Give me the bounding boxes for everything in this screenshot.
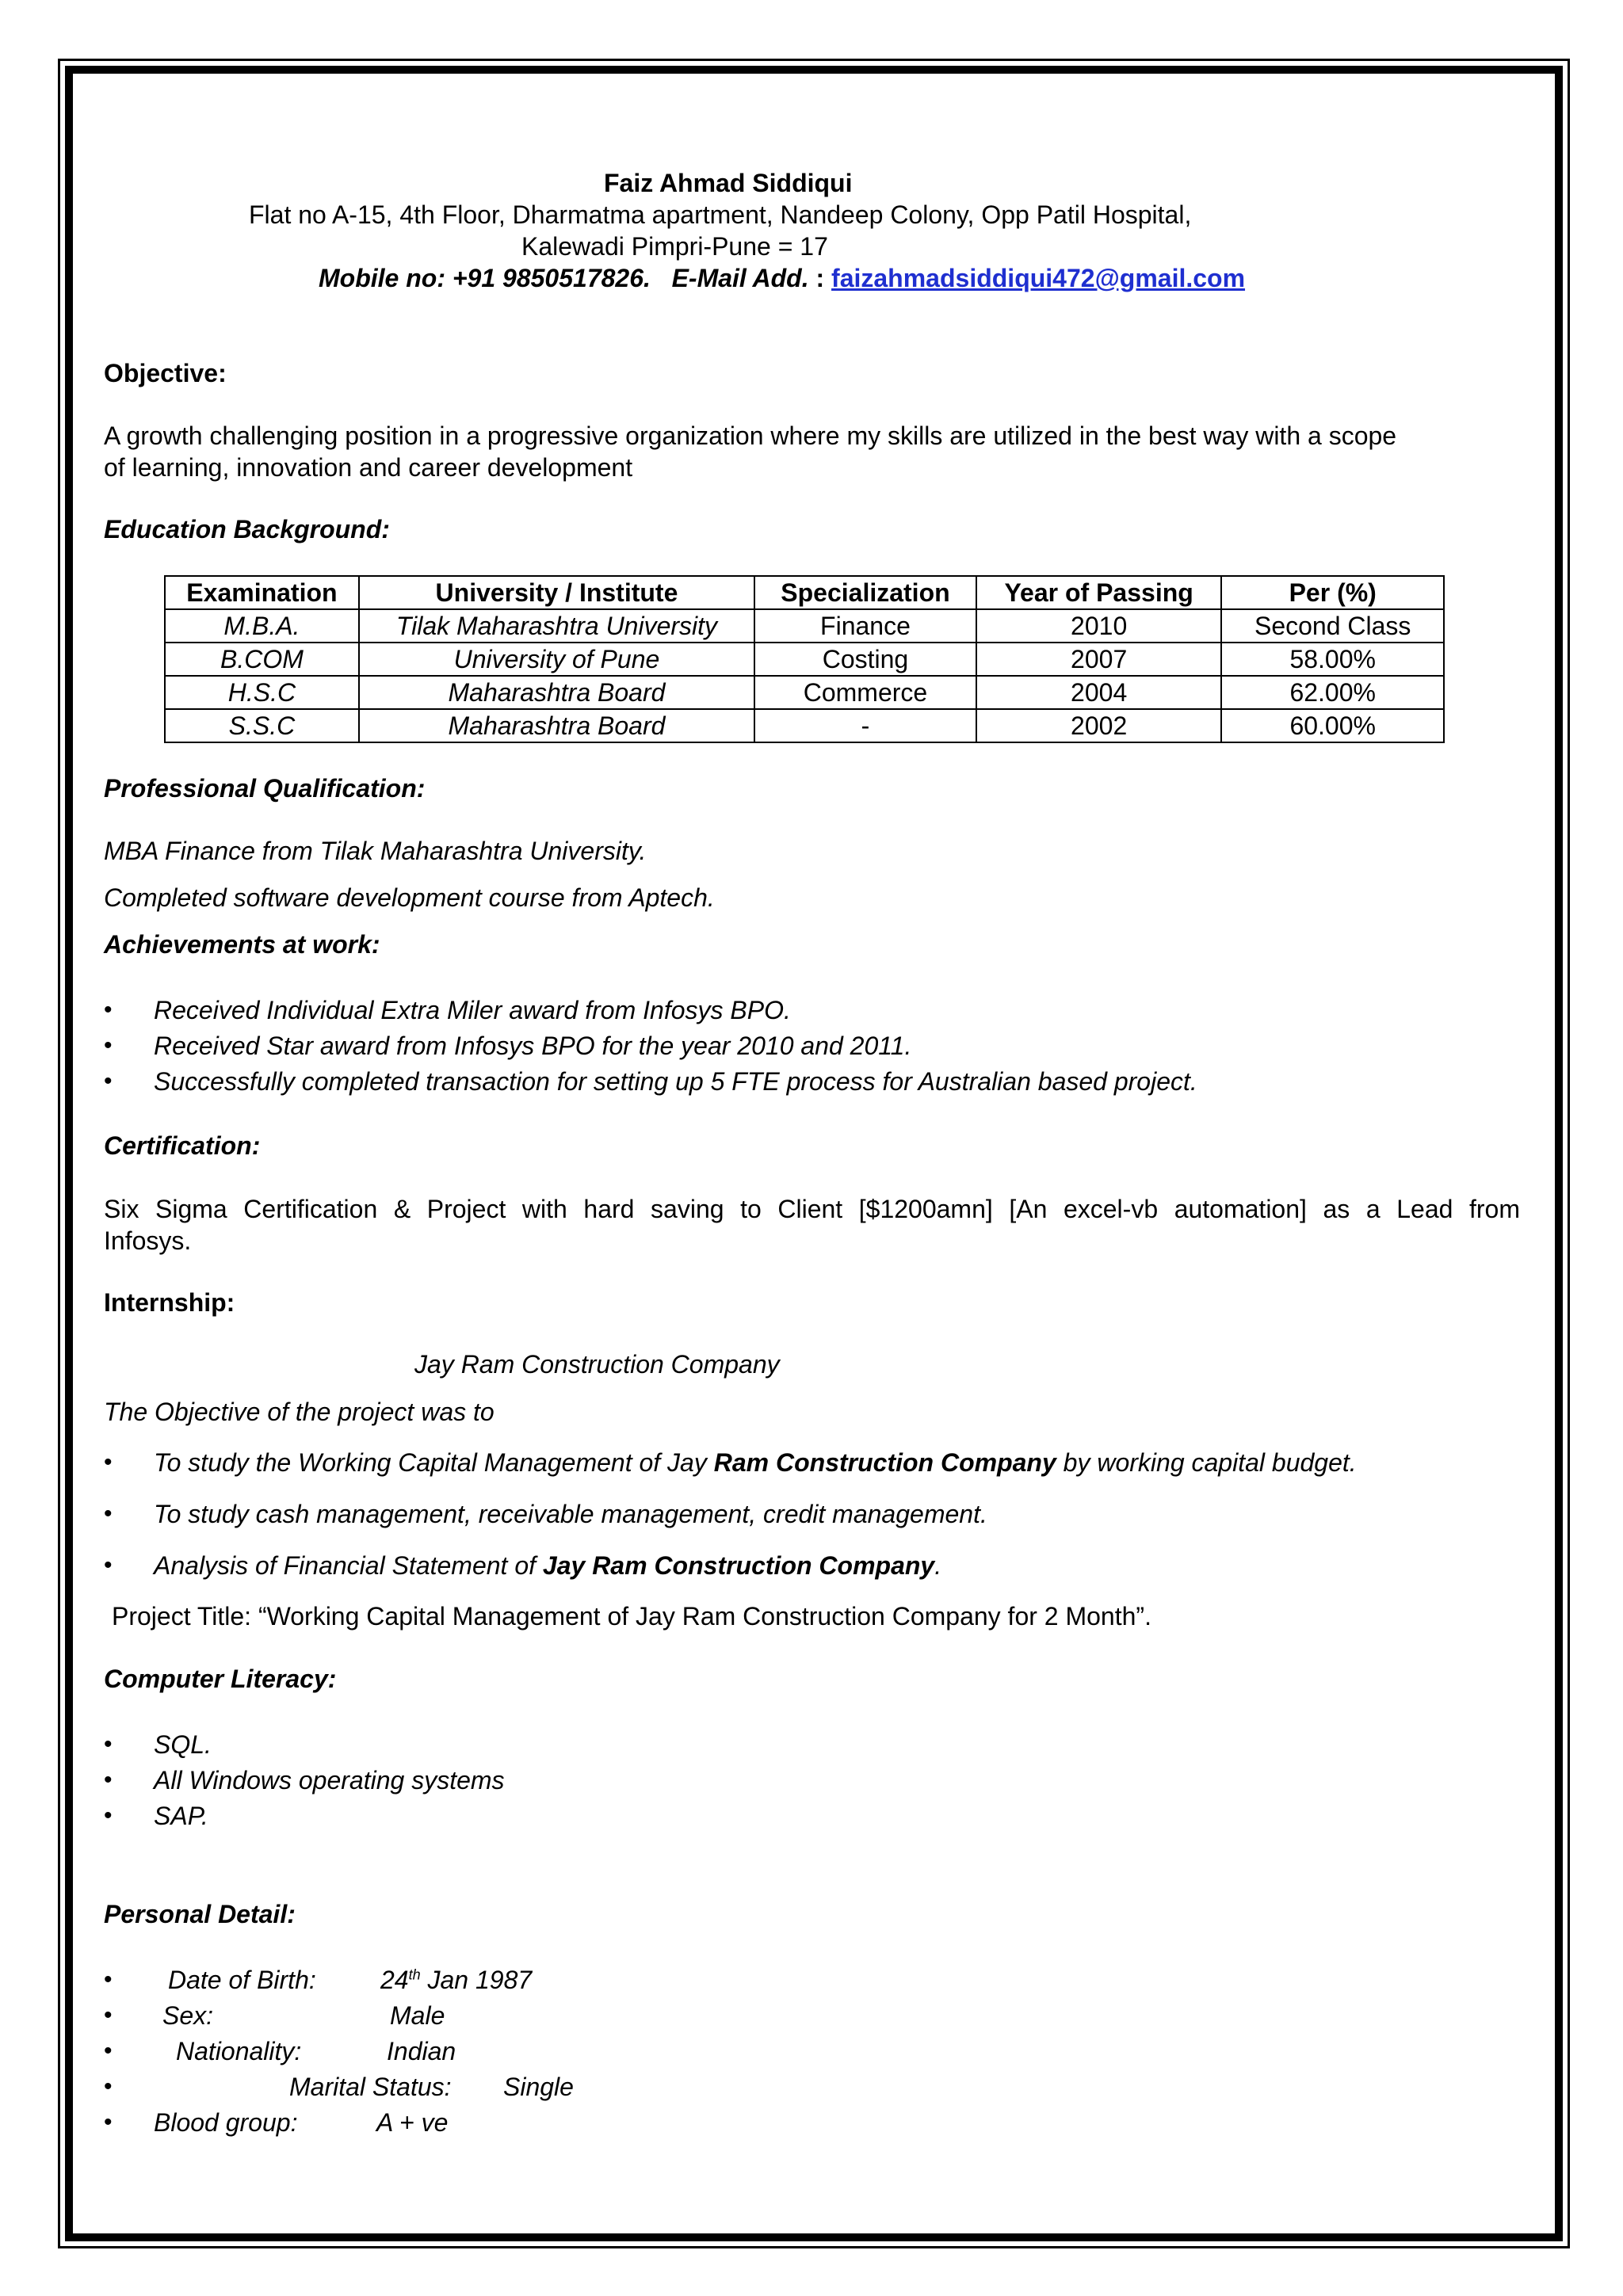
computer-item: SAP.	[154, 1802, 208, 1830]
specialization-cell: Commerce	[754, 676, 976, 709]
contact-line	[319, 262, 1245, 294]
marital-value: Single	[503, 2073, 574, 2101]
specialization-cell: Finance	[754, 609, 976, 643]
table-row	[165, 709, 1444, 742]
year-cell: 2004	[976, 676, 1222, 709]
marital-label: Marital Status:	[289, 2073, 452, 2101]
address-line-2: Kalewadi Pimpri-Pune = 17	[521, 232, 828, 261]
exam-cell: H.S.C	[165, 676, 359, 709]
table-row	[165, 643, 1444, 676]
email-separator: :	[808, 264, 832, 292]
column-header: Year of Passing	[976, 576, 1222, 609]
specialization-cell: -	[754, 709, 976, 742]
internship-intro: The Objective of the project was to	[104, 1398, 495, 1426]
dob-label: Date of Birth:	[168, 1966, 316, 1994]
column-header: University / Institute	[359, 576, 754, 609]
nationality-value: Indian	[387, 2037, 456, 2065]
objective-text: .	[934, 1551, 942, 1580]
professional-item: Completed software development course from Aptech.	[104, 883, 715, 912]
dob-day: 24	[380, 1966, 409, 1994]
bullet-icon: •	[104, 2038, 113, 2064]
column-header: Specialization	[754, 576, 976, 609]
bullet-icon: •	[104, 1032, 113, 1058]
bullet-icon: •	[104, 1068, 113, 1094]
institute-cell: University of Pune	[359, 643, 754, 676]
achievement-item: Received Individual Extra Miler award from Infosys BPO.	[154, 996, 791, 1024]
table-row	[165, 609, 1444, 643]
exam-cell: B.COM	[165, 643, 359, 676]
email-link[interactable]: faizahmadsiddiqui472@gmail.com	[831, 264, 1246, 292]
education-header-row	[165, 576, 1444, 609]
objective-heading: Objective:	[104, 359, 227, 387]
email-label: E-Mail Add.	[671, 264, 809, 292]
blood-value: A + ve	[376, 2108, 449, 2137]
internship-objective-2: To study cash management, receivable management, credit management.	[154, 1500, 987, 1528]
computer-item: All Windows operating systems	[154, 1766, 505, 1794]
institute-cell: Tilak Maharashtra University	[359, 609, 754, 643]
internship-objective-3	[154, 1550, 941, 1581]
mobile-number: Mobile no: +91 9850517826.	[319, 264, 651, 292]
achievements-heading: Achievements at work:	[104, 930, 380, 959]
institute-cell: Maharashtra Board	[359, 709, 754, 742]
education-heading: Education Background:	[104, 515, 390, 543]
bullet-icon: •	[104, 1552, 113, 1578]
internship-objective-1	[154, 1447, 1357, 1478]
objective-text: To study the Working Capital Management of Jay	[154, 1448, 714, 1477]
certification-line-2: Infosys.	[104, 1226, 192, 1255]
candidate-name: Faiz Ahmad Siddiqui	[604, 169, 853, 197]
year-cell: 2007	[976, 643, 1222, 676]
bullet-icon: •	[104, 997, 113, 1023]
project-title: Project Title: “Working Capital Management of Jay Ram Construction Company for 2 Month”.	[112, 1602, 1151, 1630]
institute-cell: Maharashtra Board	[359, 676, 754, 709]
professional-item: MBA Finance from Tilak Maharashtra University.	[104, 837, 647, 865]
bullet-icon: •	[104, 1731, 113, 1757]
percent-cell: 62.00%	[1221, 676, 1444, 709]
table-row	[165, 676, 1444, 709]
dob-value	[380, 1964, 532, 1996]
column-header: Per (%)	[1221, 576, 1444, 609]
certification-heading: Certification:	[104, 1131, 261, 1160]
company-name-bold: Ram Construction Company	[713, 1448, 1056, 1477]
column-header: Examination	[165, 576, 359, 609]
professional-heading: Professional Qualification:	[104, 774, 426, 803]
internship-heading: Internship:	[104, 1288, 235, 1317]
personal-heading: Personal Detail:	[104, 1900, 296, 1928]
exam-cell: S.S.C	[165, 709, 359, 742]
percent-cell: 60.00%	[1221, 709, 1444, 742]
objective-text: Analysis of Financial Statement of	[154, 1551, 543, 1580]
percent-cell: 58.00%	[1221, 643, 1444, 676]
percent-cell: Second Class	[1221, 609, 1444, 643]
sex-value: Male	[390, 2001, 445, 2030]
specialization-cell: Costing	[754, 643, 976, 676]
achievement-item: Successfully completed transaction for setting up 5 FTE process for Australian based project.	[154, 1067, 1197, 1096]
sex-label: Sex:	[162, 2001, 214, 2030]
internship-company: Jay Ram Construction Company	[414, 1350, 780, 1379]
company-name-bold: Jay Ram Construction Company	[542, 1551, 935, 1580]
computer-item: SQL.	[154, 1730, 212, 1759]
objective-text: by working capital budget.	[1056, 1448, 1357, 1477]
bullet-icon: •	[104, 1802, 113, 1829]
year-cell: 2010	[976, 609, 1222, 643]
bullet-icon: •	[104, 2073, 113, 2100]
bullet-icon: •	[104, 2109, 113, 2135]
bullet-icon: •	[104, 2002, 113, 2028]
bullet-icon: •	[104, 1501, 113, 1527]
year-cell: 2002	[976, 709, 1222, 742]
objective-line-1: A growth challenging position in a progressive organization where my skills are utilized in the best way with a scope	[104, 421, 1397, 450]
dob-rest: Jan 1987	[420, 1966, 533, 1994]
achievement-item: Received Star award from Infosys BPO for the year 2010 and 2011.	[154, 1032, 912, 1060]
exam-cell: M.B.A.	[165, 609, 359, 643]
nationality-label: Nationality:	[176, 2037, 302, 2065]
blood-label: Blood group:	[154, 2108, 298, 2137]
computer-heading: Computer Literacy:	[104, 1665, 337, 1693]
education-table	[164, 575, 1445, 743]
certification-line-1: Six Sigma Certification & Project with hard saving to Client [$1200amn] [An excel-vb automation] as a Lead from	[104, 1195, 1520, 1223]
bullet-icon: •	[104, 1767, 113, 1793]
bullet-icon: •	[104, 1966, 113, 1993]
bullet-icon: •	[104, 1449, 113, 1475]
objective-line-2: of learning, innovation and career development	[104, 453, 633, 482]
address-line-1: Flat no A-15, 4th Floor, Dharmatma apartment, Nandeep Colony, Opp Patil Hospital,	[249, 200, 1192, 229]
dob-suffix: th	[408, 1966, 421, 1983]
